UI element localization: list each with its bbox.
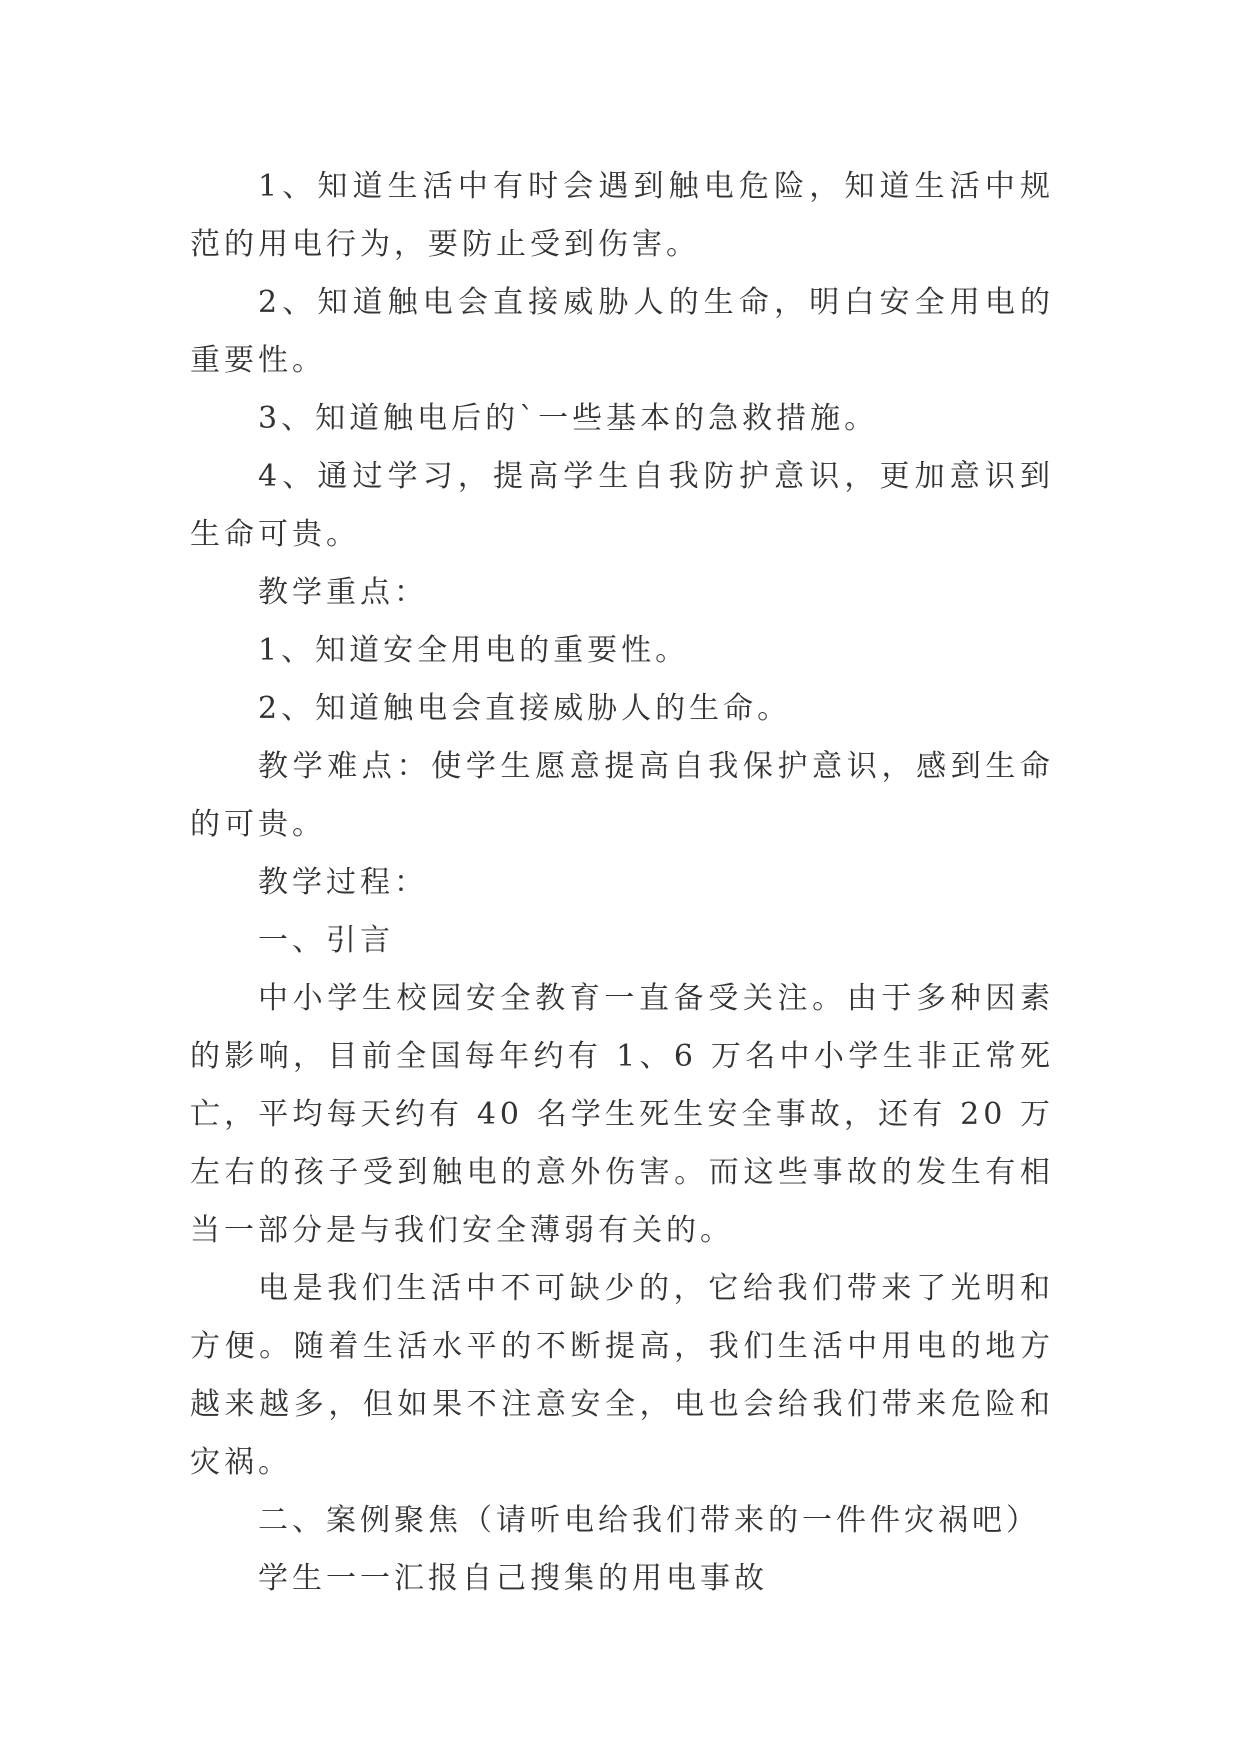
heading-teaching-process: 教学过程： [258, 865, 428, 900]
paragraph-teaching-difficulty: 教学难点：使学生愿意提高自我保护意识，感到生命的可贵。 [190, 749, 1054, 842]
paragraph-focus-1: 1、知道安全用电的重要性。 [258, 633, 690, 668]
paragraph-introduction-2: 电是我们生活中不可缺少的，它给我们带来了光明和方便。随着生活水平的不断提高，我们生活中用电的地方越来越多，但如果不注意安全，电也会给我们带来危险和灾祸。 [190, 1271, 1054, 1480]
paragraph-student-report: 学生一一汇报自己搜集的用电事故 [258, 1561, 768, 1596]
heading-teaching-focus: 教学重点： [258, 575, 428, 610]
heading-case-focus: 二、案例聚焦（请听电给我们带来的一件件灾祸吧） [258, 1503, 1040, 1538]
paragraph-focus-2: 2、知道触电会直接威胁人的生命。 [258, 691, 792, 726]
paragraph-objective-1: 1、知道生活中有时会遇到触电危险，知道生活中规范的用电行为，要防止受到伤害。 [190, 169, 1054, 262]
paragraph-objective-3: 3、知道触电后的`一些基本的急救措施。 [258, 401, 879, 436]
heading-introduction: 一、引言 [258, 923, 394, 958]
paragraph-objective-4: 4、通过学习，提高学生自我防护意识，更加意识到生命可贵。 [190, 459, 1054, 552]
paragraph-introduction-1: 中小学生校园安全教育一直备受关注。由于多种因素的影响，目前全国每年约有 1、6 万名中小学生非正常死亡，平均每天约有 40 名学生死生安全事故，还有 20 万左右的孩子受到触电的意外伤害。而这些事故的发生有相当一部分是与我们安全薄弱有关的。 [190, 981, 1054, 1248]
document-body [190, 158, 1054, 1608]
paragraph-objective-2: 2、知道触电会直接威胁人的生命，明白安全用电的重要性。 [190, 285, 1054, 378]
